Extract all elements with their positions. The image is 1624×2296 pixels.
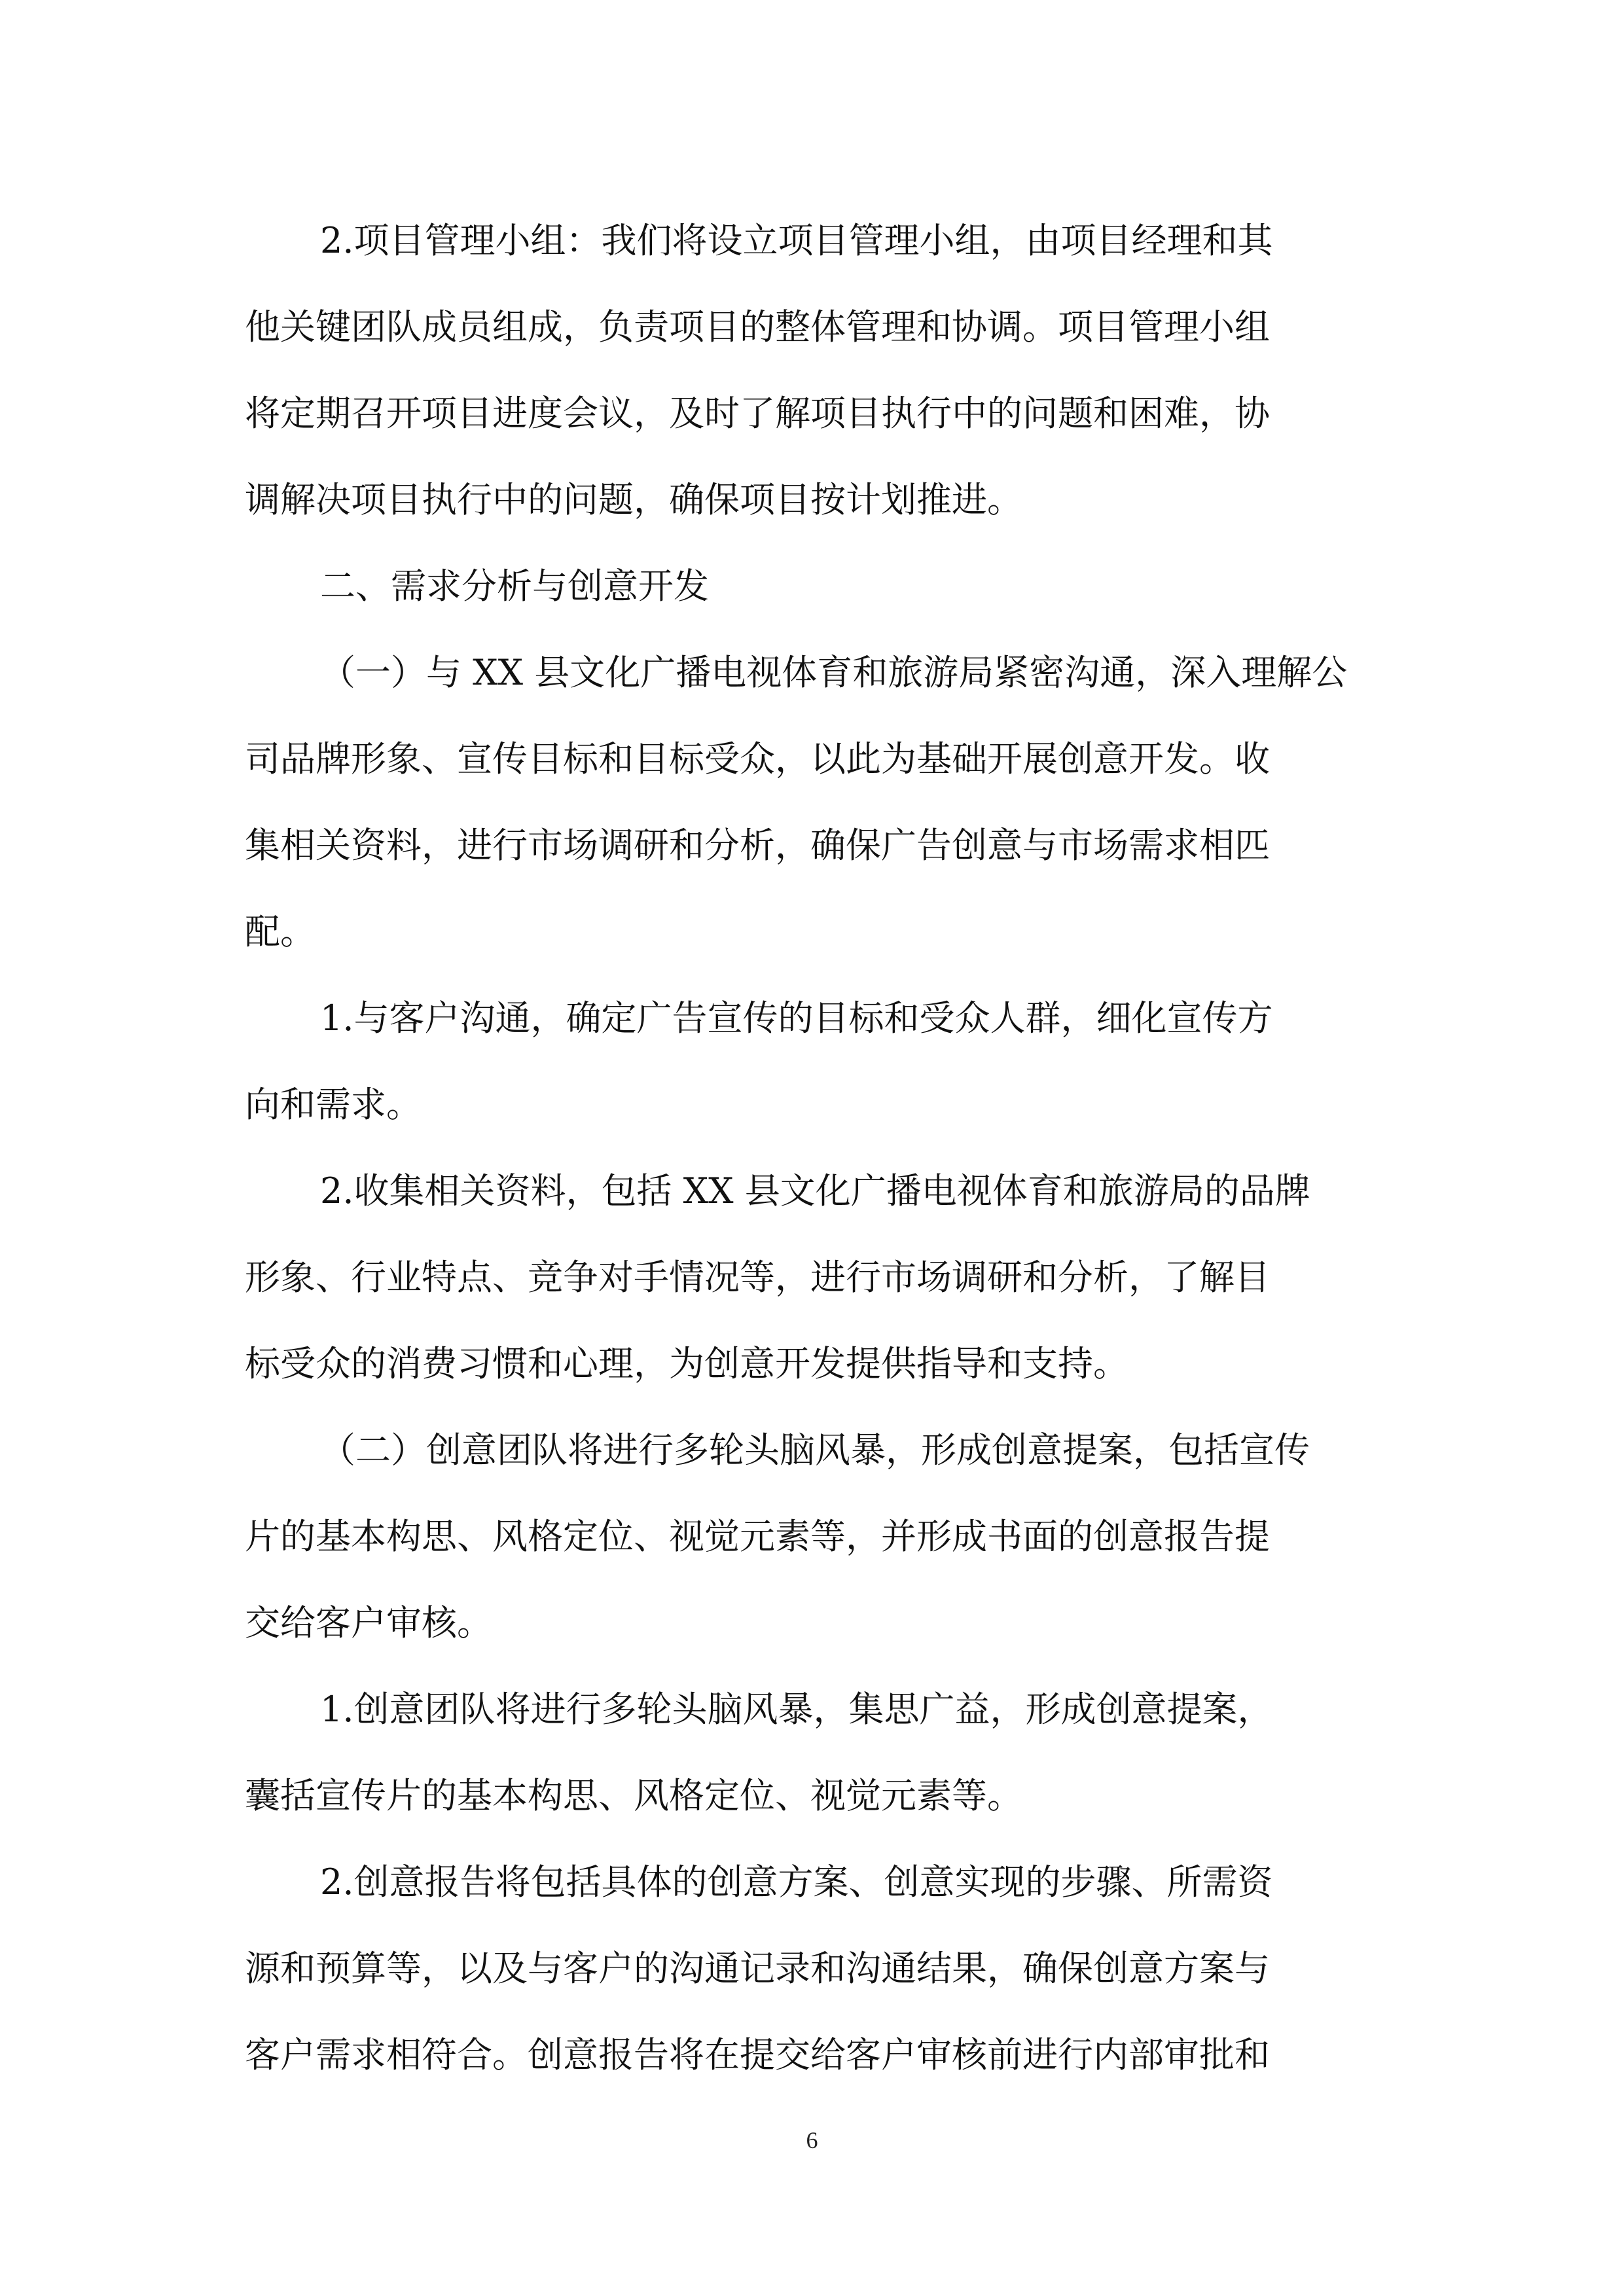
paragraph-line: 司品牌形象、宣传目标和目标受众，以此为基础开展创意开发。收 bbox=[245, 738, 1270, 780]
paragraph-line: 囊括宣传片的基本构思、风格定位、视觉元素等。 bbox=[245, 1775, 1022, 1816]
paragraph-line: 1.与客户沟通，确定广告宣传的目标和受众人群，细化宣传方 bbox=[320, 997, 1273, 1039]
paragraph-line: 2.项目管理小组：我们将设立项目管理小组，由项目经理和其 bbox=[320, 220, 1273, 261]
paragraph-line: 他关键团队成员组成，负责项目的整体管理和协调。项目管理小组 bbox=[245, 306, 1270, 348]
page-number: 6 bbox=[806, 2127, 818, 2153]
paragraph-line: 形象、行业特点、竞争对手情况等，进行市场调研和分析，了解目 bbox=[245, 1257, 1270, 1298]
paragraph-line: （一）与 XX 县文化广播电视体育和旅游局紧密沟通，深入理解公 bbox=[320, 652, 1348, 693]
paragraph-line: （二）创意团队将进行多轮头脑风暴，形成创意提案，包括宣传 bbox=[320, 1429, 1310, 1471]
paragraph-line: 客户需求相符合。创意报告将在提交给客户审核前进行内部审批和 bbox=[245, 2034, 1270, 2075]
paragraph-line: 向和需求。 bbox=[245, 1084, 422, 1125]
paragraph-line: 配。 bbox=[245, 911, 316, 952]
section-heading: 二、需求分析与创意开发 bbox=[320, 565, 709, 607]
paragraph-line: 调解决项目执行中的问题，确保项目按计划推进。 bbox=[245, 479, 1022, 520]
paragraph-line: 集相关资料，进行市场调研和分析，确保广告创意与市场需求相匹 bbox=[245, 825, 1270, 866]
paragraph-line: 标受众的消费习惯和心理，为创意开发提供指导和支持。 bbox=[245, 1343, 1128, 1384]
paragraph-line: 将定期召开项目进度会议，及时了解项目执行中的问题和困难，协 bbox=[245, 393, 1270, 434]
paragraph-line: 2.收集相关资料，包括 XX 县文化广播电视体育和旅游局的品牌 bbox=[320, 1170, 1310, 1211]
paragraph-line: 源和预算等，以及与客户的沟通记录和沟通结果，确保创意方案与 bbox=[245, 1948, 1270, 1989]
paragraph-line: 1.创意团队将进行多轮头脑风暴，集思广益，形成创意提案， bbox=[320, 1689, 1273, 1730]
paragraph-line: 片的基本构思、风格定位、视觉元素等，并形成书面的创意报告提 bbox=[245, 1516, 1270, 1557]
paragraph-line: 交给客户审核。 bbox=[245, 1602, 492, 1643]
paragraph-line: 2.创意报告将包括具体的创意方案、创意实现的步骤、所需资 bbox=[320, 1861, 1273, 1903]
